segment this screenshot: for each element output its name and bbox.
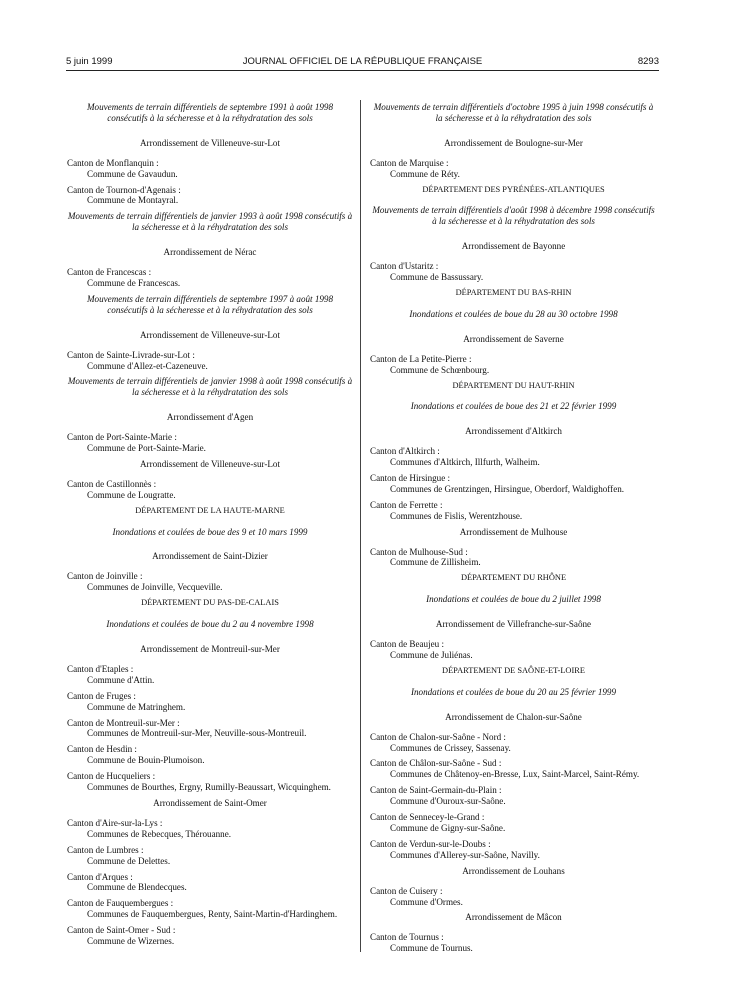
canton-name: Canton de Verdun-sur-le-Doubs : [370, 838, 491, 849]
event-heading: Mouvements de terrain différentiels de septembre 1997 à août 1998 consécutifs à la sécheresse et à la réhydratation des sols [86, 293, 334, 315]
arrondissement-heading: Arrondissement de Mâcon [465, 912, 562, 923]
canton-entry [370, 547, 657, 569]
canton-entry [370, 158, 657, 180]
canton-name: Canton de Hucqueliers : [67, 771, 156, 782]
commune-list: Communes de Crissey, Sassenay. [390, 742, 511, 753]
commune-list: Communes d'Allerey-sur-Saône, Navilly. [390, 849, 540, 860]
canton-name: Canton d'Altkirch : [370, 446, 440, 457]
canton-entry [67, 267, 353, 289]
canton-entry [67, 571, 353, 593]
canton-entry [370, 886, 657, 908]
commune-list: Communes de Grentzingen, Hirsingue, Oberdorf, Waldighoffen. [390, 483, 625, 494]
commune-list: Commune de Montayral. [87, 195, 179, 206]
canton-entry [370, 758, 657, 780]
event-heading: Mouvements de terrain différentiels d'octobre 1995 à juin 1998 consécutifs à la sécheresse et à la réhydratation des sols [373, 102, 654, 123]
canton-name: Canton de Port-Sainte-Marie : [67, 432, 177, 443]
arrondissement-heading: Arrondissement de Villeneuve-sur-Lot [139, 329, 281, 340]
arrondissement-heading: Arrondissement de Louhans [462, 865, 565, 876]
event-heading: Inondations et coulées de boue des 21 et 22 février 1999 [410, 401, 617, 412]
commune-list: Commune de Lougratte. [87, 489, 176, 500]
canton-name: Canton de Beaujeu : [370, 639, 444, 650]
canton-name: Canton de Saint-Germain-du-Plain : [370, 785, 502, 796]
commune-list: Commune d'Ormes. [390, 896, 463, 907]
commune-list: Commune de Tournus. [390, 943, 473, 954]
canton-name: Canton d'Arques : [67, 871, 133, 882]
arrondissement-heading: Arrondissement de Villeneuve-sur-Lot [139, 458, 281, 469]
canton-name: Canton de Joinville : [67, 571, 143, 582]
canton-entry [67, 350, 353, 372]
canton-name: Canton de Francescas : [67, 267, 152, 278]
arrondissement-heading: Arrondissement de Boulogne-sur-Mer [444, 137, 583, 148]
left-column [67, 102, 353, 952]
canton-name: Canton de Hesdin : [67, 744, 137, 755]
event-heading: Inondations et coulées de boue du 2 au 4 novembre 1998 [106, 619, 314, 630]
commune-list: Commune de Wizernes. [87, 936, 175, 947]
canton-entry [370, 932, 657, 954]
canton-entry [370, 500, 657, 522]
commune-list: Commune d'Attin. [87, 674, 155, 685]
canton-entry [67, 872, 353, 894]
canton-name: Canton de Ferrette : [370, 499, 443, 510]
header-journal-title: JOURNAL OFFICIEL DE LA RÉPUBLIQUE FRANÇAISE [242, 56, 483, 67]
canton-entry [370, 261, 657, 283]
commune-list: Commune de Matringhem. [87, 701, 186, 712]
header-date: 5 juin 1999 [66, 56, 113, 67]
right-column [370, 102, 657, 959]
commune-list: Communes de Châtenoy-en-Bresse, Lux, Saint-Marcel, Saint-Rémy. [390, 769, 640, 780]
header-page-number: 8293 [637, 56, 659, 67]
canton-name: Canton de Saint-Omer - Sud : [67, 925, 176, 936]
canton-entry [67, 718, 353, 740]
commune-list: Communes de Joinville, Vecqueville. [87, 582, 223, 593]
canton-entry [370, 639, 657, 661]
department-heading: DÉPARTEMENT DU PAS-DE-CALAIS [141, 598, 279, 608]
arrondissement-heading: Arrondissement de Bayonne [461, 241, 566, 252]
canton-entry [370, 839, 657, 861]
event-heading: Inondations et coulées de boue du 20 au 25 février 1999 [410, 686, 617, 697]
event-heading: Inondations et coulées de boue du 2 juillet 1998 [426, 594, 601, 605]
canton-entry [67, 898, 353, 920]
commune-list: Communes de Bourthes, Ergny, Rumilly-Beaussart, Wicquinghem. [87, 782, 331, 793]
commune-list: Communes de Fislis, Werentzhouse. [390, 510, 523, 521]
canton-name: Canton d'Aire-sur-la-Lys : [67, 817, 163, 828]
commune-list: Commune de Réty. [390, 168, 460, 179]
canton-name: Canton de Castillonnès : [67, 478, 157, 489]
canton-entry [370, 785, 657, 807]
commune-list: Commune d'Ouroux-sur-Saône. [390, 796, 506, 807]
canton-entry [67, 818, 353, 840]
canton-entry [370, 473, 657, 495]
department-heading: DÉPARTEMENT DE LA HAUTE-MARNE [135, 505, 285, 515]
commune-list: Commune d'Allez-et-Cazeneuve. [87, 360, 208, 371]
canton-entry [370, 812, 657, 834]
canton-name: Canton de Hirsingue : [370, 473, 451, 484]
canton-name: Canton d'Etaples : [67, 663, 134, 674]
event-heading: Mouvements de terrain différentiels de janvier 1998 à août 1998 consécutifs à la sécheresse et à la réhydratation des sols [67, 376, 353, 398]
commune-list: Commune de Bouin-Plumoison. [87, 755, 205, 766]
department-heading: DÉPARTEMENT DU RHÔNE [460, 573, 567, 583]
canton-name: Canton de Sainte-Livrade-sur-Lot : [67, 349, 195, 360]
event-heading: Inondations et coulées de boue des 9 et 10 mars 1999 [112, 526, 308, 537]
commune-list: Commune de Gigny-sur-Saône. [390, 822, 506, 833]
canton-name: Canton de Mulhouse-Sud : [370, 546, 468, 557]
canton-name: Canton de Cuisery : [370, 885, 443, 896]
arrondissement-heading: Arrondissement de Villefranche-sur-Saône [435, 619, 592, 630]
commune-list: Commune de Gavaudun. [87, 168, 178, 179]
commune-list: Commune de Zillisheim. [390, 557, 481, 568]
department-heading: DÉPARTEMENT DES PYRÉNÉES-ATLANTIQUES [422, 184, 605, 194]
arrondissement-heading: Arrondissement de Saverne [463, 333, 564, 344]
canton-name: Canton de Marquise : [370, 157, 449, 168]
canton-name: Canton de Montreuil-sur-Mer : [67, 717, 180, 728]
arrondissement-heading: Arrondissement de Montreuil-sur-Mer [140, 644, 280, 654]
commune-list: Commune de Juliénas. [390, 650, 473, 660]
canton-entry [370, 446, 657, 468]
canton-name: Canton de Tournon-d'Agenais : [67, 184, 181, 195]
canton-entry [67, 771, 353, 793]
arrondissement-heading: Arrondissement de Saint-Omer [153, 797, 267, 808]
department-heading: DÉPARTEMENT DU HAUT-RHIN [452, 380, 575, 390]
header-rule [66, 70, 659, 71]
commune-list: Communes d'Altkirch, Illfurth, Walheim. [390, 457, 540, 468]
canton-name: Canton de Chalon-sur-Saône - Nord : [370, 731, 506, 742]
arrondissement-heading: Arrondissement d'Altkirch [465, 426, 562, 437]
canton-name: Canton de Tournus : [370, 932, 444, 943]
canton-name: Canton de Sennecey-le-Grand : [370, 812, 485, 823]
commune-list: Communes de Fauquembergues, Renty, Saint-Martin-d'Hardinghem. [87, 909, 338, 920]
commune-list: Commune de Blendecques. [87, 882, 187, 893]
canton-entry [67, 664, 353, 686]
canton-name: Canton de Lumbres : [67, 844, 144, 855]
arrondissement-heading: Arrondissement de Mulhouse [459, 526, 568, 537]
event-heading: Mouvements de terrain différentiels d'août 1998 à décembre 1998 consécutifs à la sécheresse et à la réhydratation des sols [372, 205, 655, 227]
arrondissement-heading: Arrondissement de Villeneuve-sur-Lot [139, 137, 281, 148]
event-heading: Mouvements de terrain différentiels de janvier 1993 à août 1998 consécutifs à la sécheresse et à la réhydratation des sols [67, 211, 353, 233]
department-heading: DÉPARTEMENT DU BAS-RHIN [455, 287, 572, 297]
canton-entry [67, 185, 353, 207]
arrondissement-heading: Arrondissement de Nérac [163, 247, 257, 258]
canton-entry [67, 432, 353, 454]
commune-list: Commune de Francescas. [87, 277, 181, 288]
department-heading: DÉPARTEMENT DE SAÔNE-ET-LOIRE [442, 665, 585, 675]
canton-entry [67, 925, 353, 947]
canton-name: Canton de Châlon-sur-Saône - Sud : [370, 758, 502, 769]
commune-list: Communes de Rebecques, Thérouanne. [87, 828, 232, 839]
commune-list: Commune de Bassussary. [390, 272, 484, 283]
canton-entry [67, 691, 353, 713]
commune-list: Commune de Port-Sainte-Marie. [87, 443, 206, 454]
commune-list: Commune de Delettes. [87, 855, 171, 866]
canton-entry [67, 479, 353, 501]
canton-name: Canton de Fruges : [67, 690, 136, 701]
column-divider [360, 100, 361, 952]
commune-list: Communes de Montreuil-sur-Mer, Neuville-sous-Montreuil. [87, 728, 307, 739]
commune-list: Commune de Schœnbourg. [390, 364, 490, 375]
canton-entry [370, 732, 657, 754]
canton-entry [370, 354, 657, 376]
canton-name: Canton d'Ustaritz : [370, 261, 439, 272]
event-heading: Mouvements de terrain différentiels de septembre 1991 à août 1998 consécutifs à la sécheresse et à la réhydratation des sols [86, 102, 334, 123]
arrondissement-heading: Arrondissement de Chalon-sur-Saône [445, 711, 582, 722]
arrondissement-heading: Arrondissement d'Agen [166, 412, 254, 423]
canton-entry [67, 744, 353, 766]
canton-name: Canton de Fauquembergues : [67, 898, 174, 909]
canton-name: Canton de La Petite-Pierre : [370, 353, 472, 364]
canton-entry [67, 158, 353, 180]
canton-entry [67, 845, 353, 867]
canton-name: Canton de Monflanquin : [67, 157, 159, 168]
page-header [66, 56, 659, 70]
event-heading: Inondations et coulées de boue du 28 au 30 octobre 1998 [409, 308, 618, 319]
arrondissement-heading: Arrondissement de Saint-Dizier [152, 551, 268, 562]
